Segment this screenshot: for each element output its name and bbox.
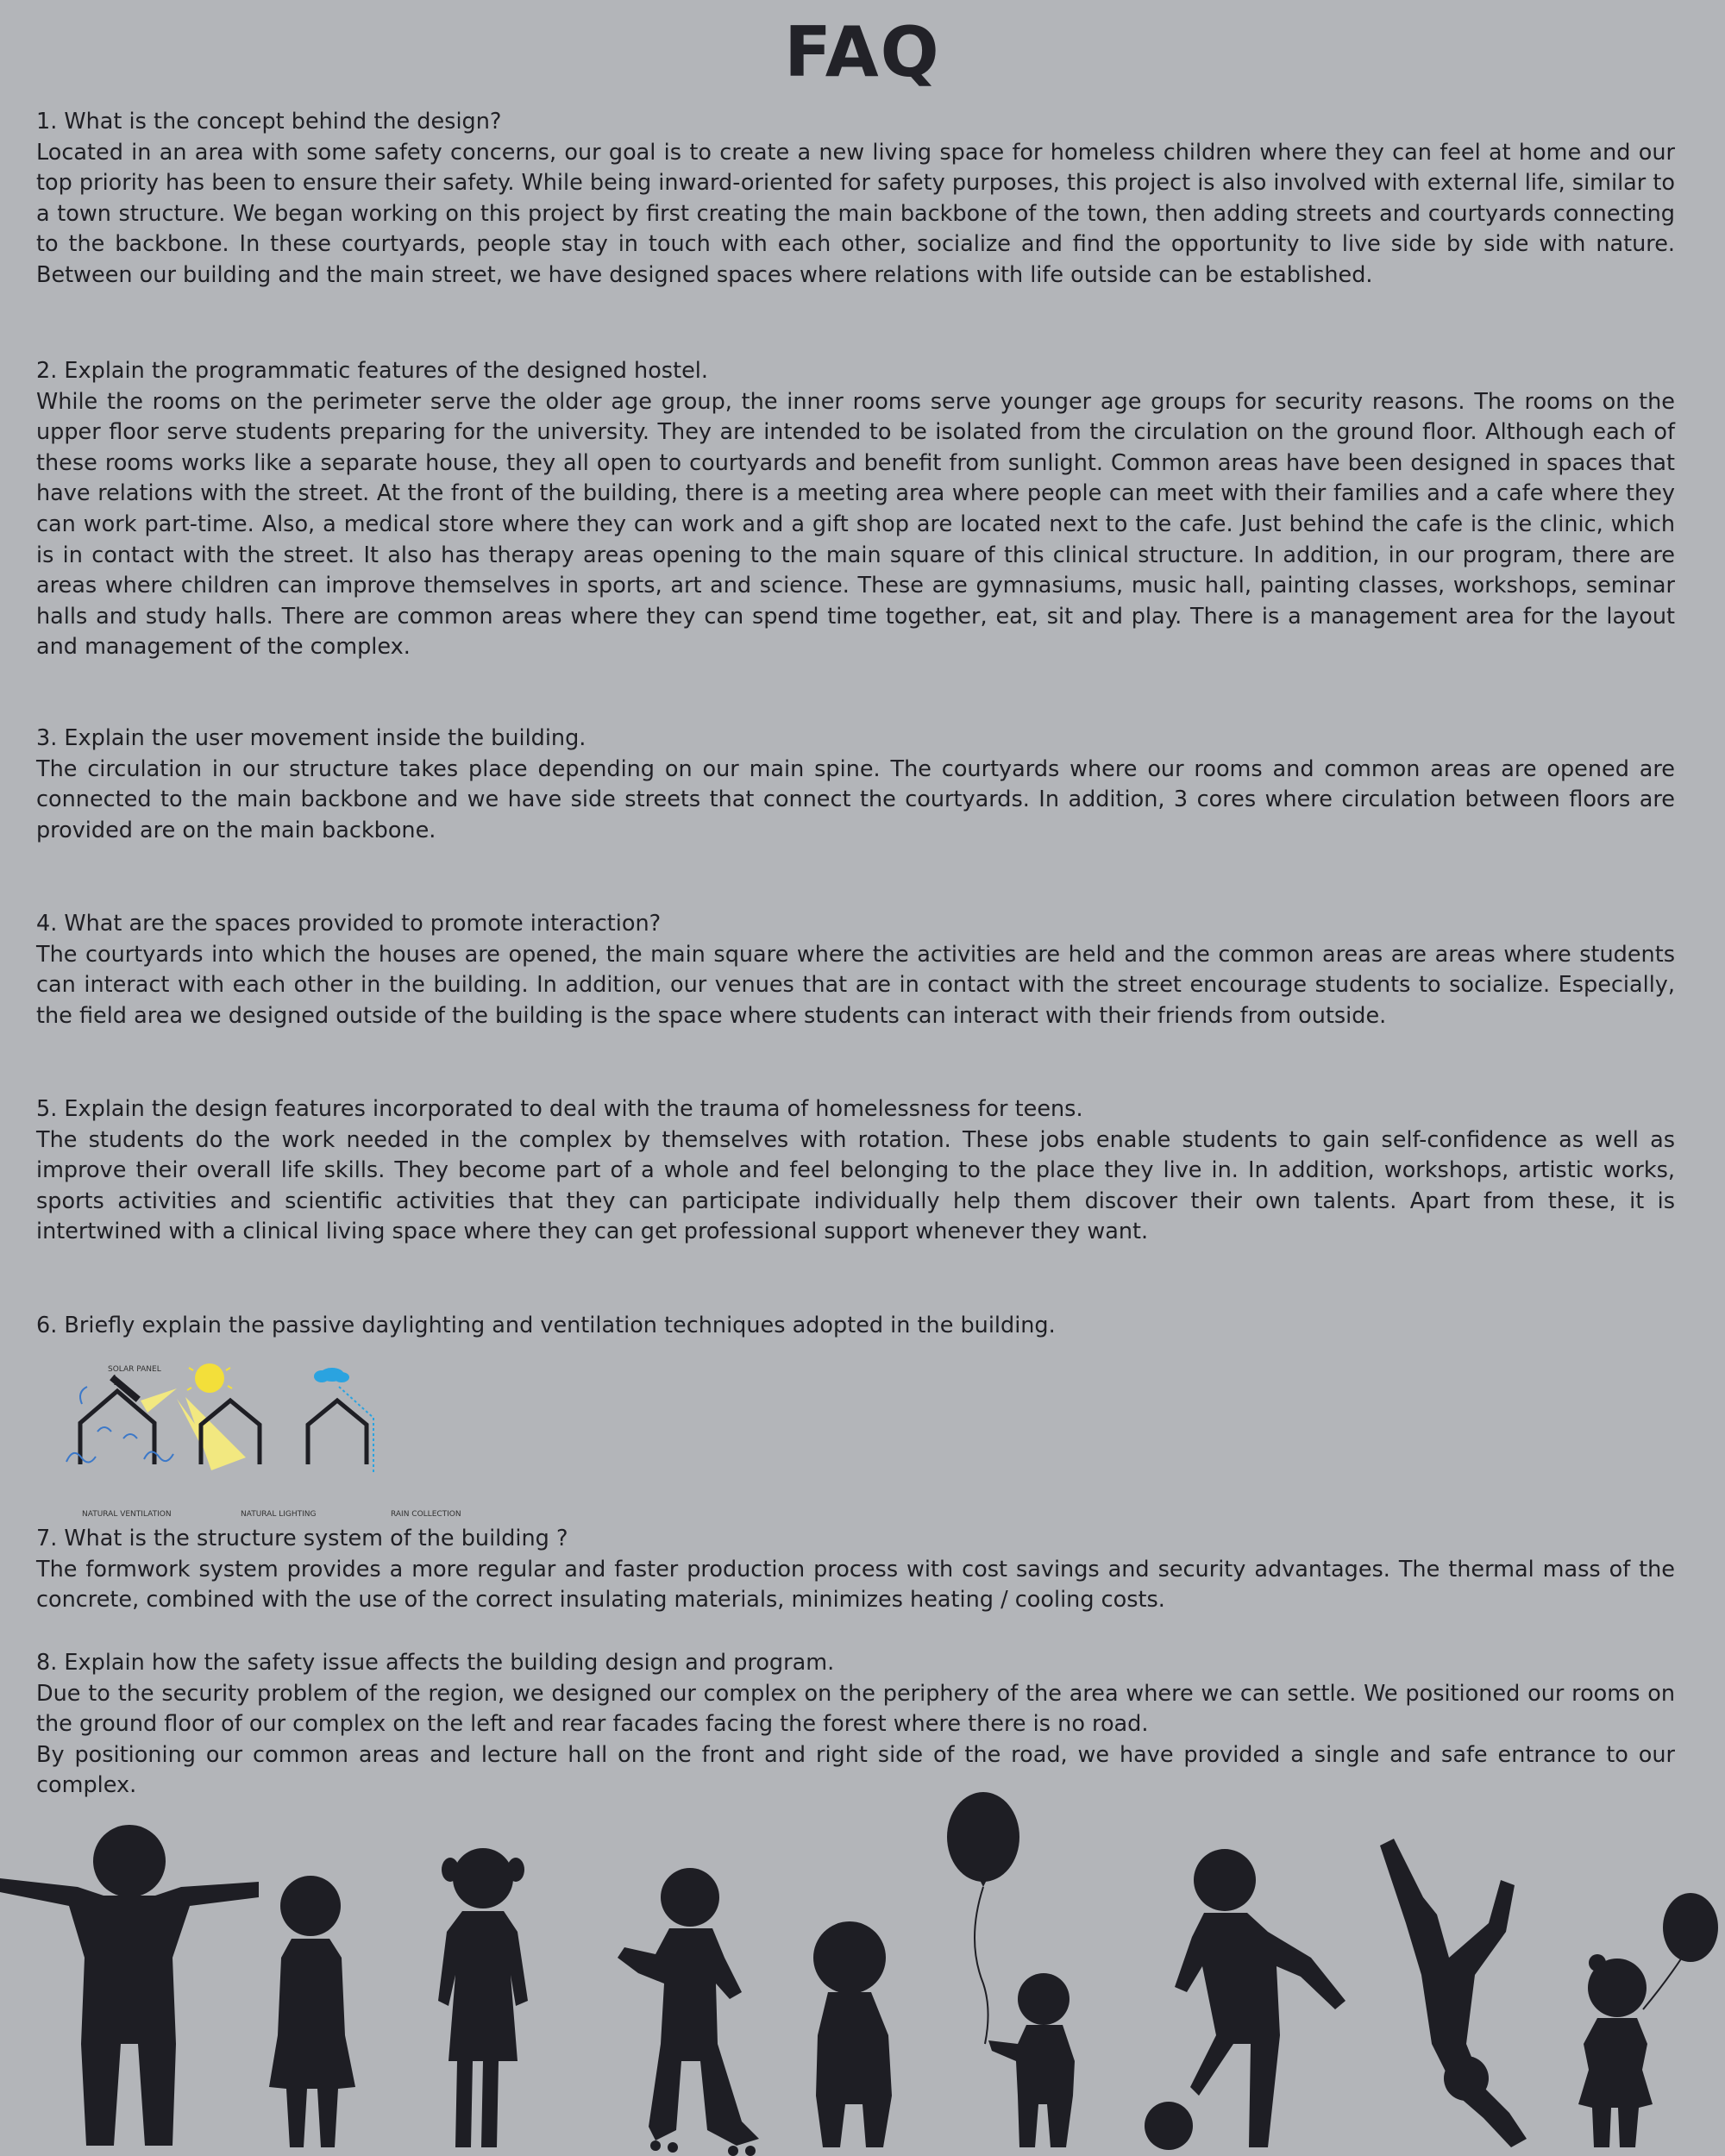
solar-panel-label: SOLAR PANEL xyxy=(108,1365,161,1374)
faq-answer-continued: By positioning our common areas and lecture hall on the front and right side of the road, we have provided a single and safe entrance to our complex. xyxy=(36,1741,1675,1799)
faq-question: 5. Explain the design features incorporated to deal with the trauma of homelessness for teens. xyxy=(36,1096,1083,1122)
ventilation-house xyxy=(66,1365,173,1519)
child-silhouette-football xyxy=(1145,1849,1346,2150)
faq-item-6 xyxy=(36,1311,1675,1342)
faq-item-7 xyxy=(36,1524,1675,1616)
faq-answer: The circulation in our structure takes place depending on our main spine. The courtyards where our rooms and common areas are opened are connected to the main backbone and we have side streets that connect the courtyards. In addition, 3 cores where circulation between floors are provided are on the main backbone. xyxy=(36,755,1675,843)
faq-answer: Located in an area with some safety concerns, our goal is to create a new living space for homeless children where they can feel at home and our top priority has been to ensure their safety. While being inward-oriented for safety purposes, this project is also involved with external life, similar to a town structure. We began working on this project by first creating the main backbone of the town, then adding streets and courtyards connecting to the backbone. In these courtyards, people stay in touch with each other, socialize and find the opportunity to live side by side with nature. Between our building and the main street, we have designed spaces where relations with life outside can be established. xyxy=(36,139,1675,288)
ventilation-label: NATURAL VENTILATION xyxy=(82,1510,172,1519)
faq-question: 7. What is the structure system of the building ? xyxy=(36,1526,568,1551)
faq-question: 3. Explain the user movement inside the building. xyxy=(36,725,586,751)
faq-item-8 xyxy=(36,1648,1675,1802)
children-silhouettes xyxy=(0,1785,1725,2156)
child-silhouette-girl-balloon xyxy=(1578,1893,1718,2147)
faq-item-5 xyxy=(36,1094,1675,1248)
child-silhouette-roller-skater xyxy=(618,1868,759,2156)
page-title: FAQ xyxy=(784,12,941,92)
faq-item-3 xyxy=(36,724,1675,846)
child-silhouette-balloon xyxy=(947,1792,1075,2147)
lighting-label: NATURAL LIGHTING xyxy=(241,1510,317,1519)
faq-question: 8. Explain how the safety issue affects the building design and program. xyxy=(36,1650,835,1676)
child-silhouette-standing-girl xyxy=(269,1876,355,2147)
passive-design-diagram xyxy=(47,1363,496,1522)
faq-question: 4. What are the spaces provided to promote interaction? xyxy=(36,911,662,937)
faq-item-2 xyxy=(36,356,1675,663)
rain-house xyxy=(308,1368,461,1519)
child-silhouette-pigtails xyxy=(438,1848,528,2147)
cloud-icon xyxy=(314,1368,349,1382)
faq-question: 2. Explain the programmatic features of the designed hostel. xyxy=(36,358,708,384)
faq-item-4 xyxy=(36,909,1675,1031)
child-silhouette-arms-out xyxy=(0,1825,259,2146)
faq-question: 1. What is the concept behind the design? xyxy=(36,109,502,135)
faq-answer: The students do the work needed in the complex by themselves with rotation. These jobs enable students to gain self-confidence as well as improve their overall life skills. They become part of a whole and feel belonging to the place they live in. In addition, workshops, artistic works, sports activities and scientific activities that they can participate individually help them discover their own talents. Apart from these, it is intertwined with a clinical living space where they can get professional support whenever they want. xyxy=(36,1126,1675,1245)
faq-answer: Due to the security problem of the region, we designed our complex on the periphery of the area where we can settle. We positioned our rooms on the ground floor of our complex on the left and rear facades facing the forest where there is no road. xyxy=(36,1680,1675,1738)
child-silhouette-toddler xyxy=(813,1921,892,2147)
child-silhouette-handstand xyxy=(1380,1839,1527,2147)
faq-answer: The formwork system provides a more regular and faster production process with cost savings and security advantages. The thermal mass of the concrete, combined with the use of the correct insulating materials, minimizes heating / cooling costs. xyxy=(36,1556,1675,1614)
faq-answer: The courtyards into which the houses are opened, the main square where the activities are held and the common areas are areas where students can interact with each other in the building. In addition, our venues that are in contact with the street encourage students to socialize. Especially, the field area we designed outside of the building is the space where students can interact with their friends from outside. xyxy=(36,941,1675,1029)
faq-answer: While the rooms on the perimeter serve the older age group, the inner rooms serve younger age groups for security reasons. The rooms on the upper floor serve students preparing for the university. They are intended to be isolated from the circulation on the ground floor. Although each of these rooms works like a separate house, they all open to courtyards and benefit from sunlight. Common areas have been designed in spaces that have relations with the street. At the front of the building, there is a meeting area where people can meet with their families and a cafe where they can work part-time. Also, a medical store where they can work and a gift shop are located next to the cafe. Just behind the cafe is the clinic, which is in contact with the street. It also has therapy areas opening to the main square of this clinical structure. In addition, in our program, there are areas where children can improve themselves in sports, art and science. These are gymnasiums, music hall, painting classes, workshops, seminar halls and study halls. There are common areas where they can spend time together, eat, sit and play. There is a management area for the layout and management of the complex. xyxy=(36,388,1675,661)
rain-label: RAIN COLLECTION xyxy=(391,1510,461,1519)
faq-question: 6. Briefly explain the passive daylighting and ventilation techniques adopted in the building. xyxy=(36,1313,1056,1338)
faq-item-1 xyxy=(36,107,1675,291)
